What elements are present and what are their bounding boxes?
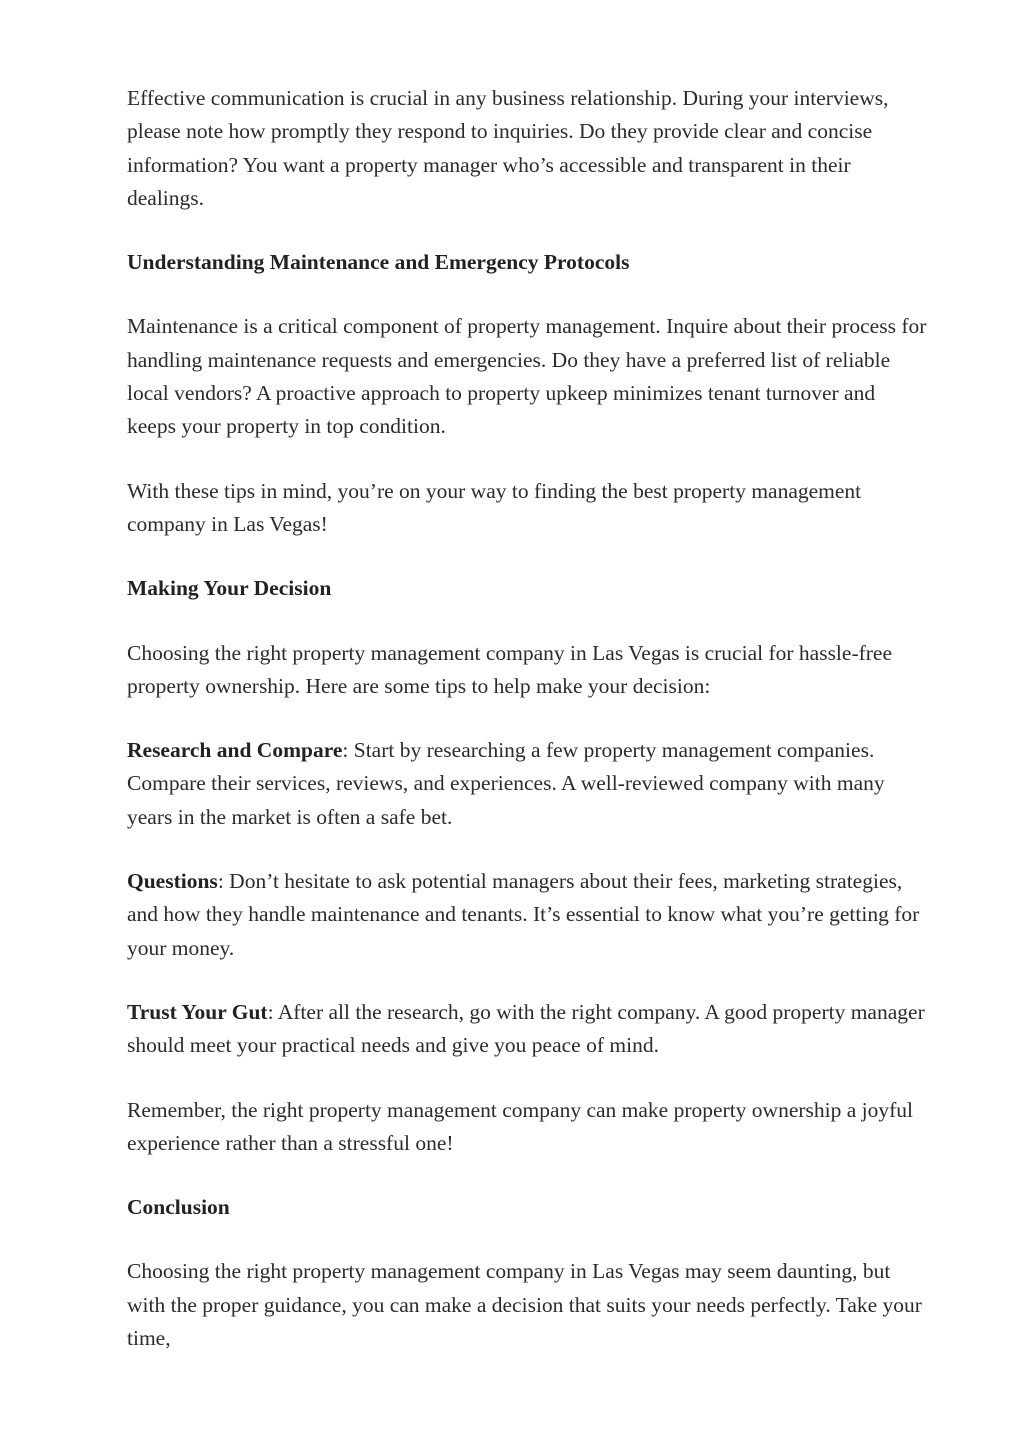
paragraph-research-compare bbox=[127, 734, 927, 834]
paragraph-remember: Remember, the right property management company can make property ownership a joyful experience rather than a stressful one! bbox=[127, 1097, 914, 1155]
paragraph-maintenance: Maintenance is a critical component of property management. Inquire about their process for handling maintenance requests and emergencies. Do they have a preferred list of reliable local vendors? A proactive approach to property upkeep minimizes tenant turnover and keeps your property in top condition. bbox=[127, 314, 927, 439]
heading-making-decision: Making Your Decision bbox=[127, 576, 332, 601]
paragraph-trust-your-gut bbox=[127, 996, 927, 1063]
heading-conclusion: Conclusion bbox=[127, 1195, 230, 1220]
paragraph-conclusion: Choosing the right property management company in Las Vegas may seem daunting, but with the proper guidance, you can make a decision that suits your needs perfectly. Take your time, bbox=[127, 1259, 922, 1351]
document-page bbox=[127, 82, 927, 1386]
trust-your-gut-text: : After all the research, go with the right company. A good property manager should meet your practical needs and give you peace of mind. bbox=[127, 999, 925, 1058]
heading-maintenance-protocols: Understanding Maintenance and Emergency Protocols bbox=[127, 250, 630, 275]
paragraph-decision-intro: Choosing the right property management company in Las Vegas is crucial for hassle-free property ownership. Here are some tips to help make your decision: bbox=[127, 640, 893, 698]
paragraph-tips: With these tips in mind, you’re on your way to finding the best property management company in Las Vegas! bbox=[127, 478, 862, 536]
questions-text: : Don’t hesitate to ask potential managers about their fees, marketing strategies, and how they handle maintenance and tenants. It’s essential to know what you’re getting for your money. bbox=[127, 869, 920, 960]
paragraph-communication: Effective communication is crucial in any business relationship. During your interviews, please note how promptly they respond to inquiries. Do they provide clear and concise information? You want a property manager who’s accessible and transparent in their dealings. bbox=[127, 86, 889, 210]
trust-your-gut-label: Trust Your Gut bbox=[127, 999, 268, 1024]
paragraph-questions bbox=[127, 865, 927, 965]
research-compare-text: : Start by researching a few property management companies. Compare their services, reviews, and experiences. A well-reviewed company with many years in the market is often a safe bet. bbox=[127, 738, 885, 829]
research-compare-label: Research and Compare bbox=[127, 738, 343, 763]
questions-label: Questions bbox=[127, 869, 218, 894]
